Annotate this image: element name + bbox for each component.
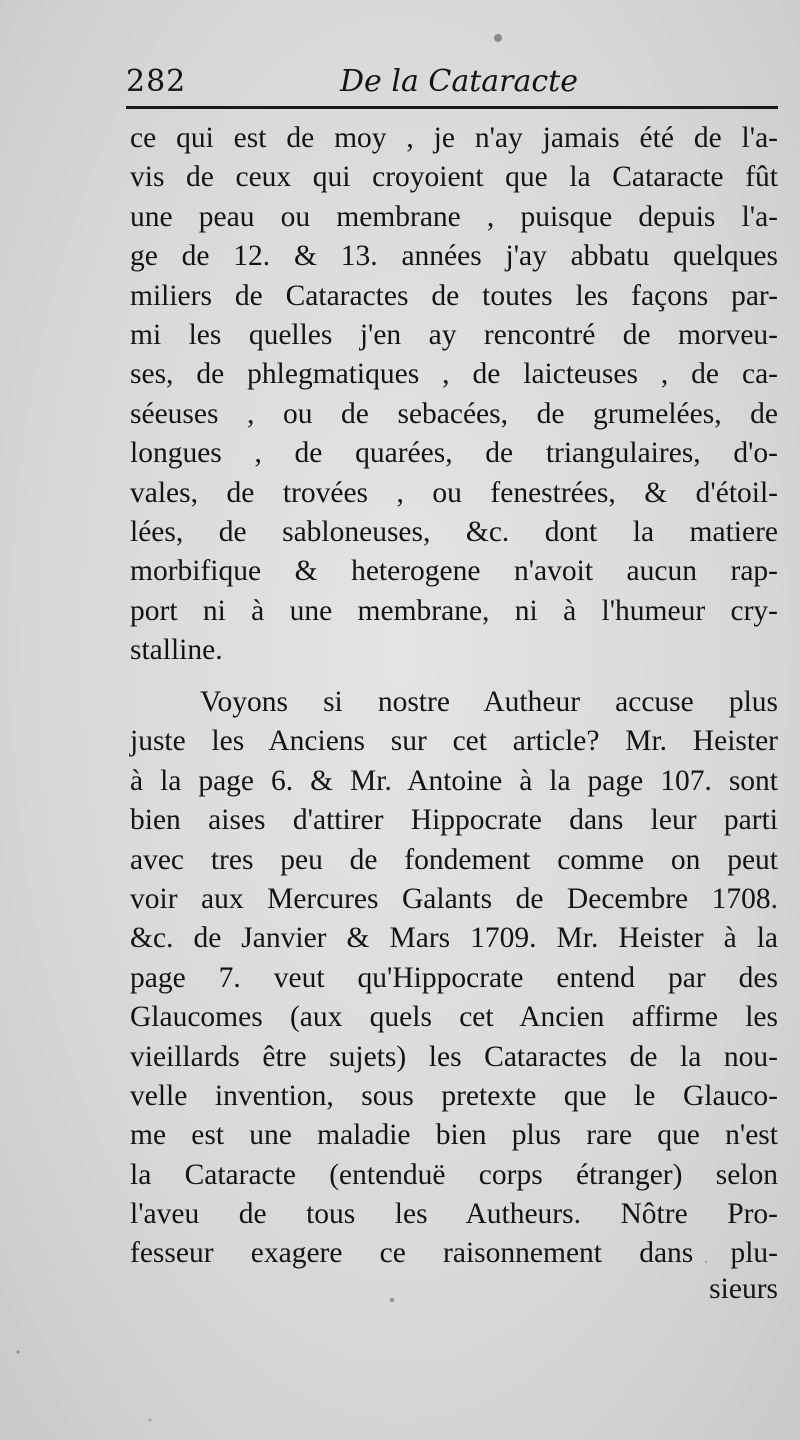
text-line: page 7. veut qu'Hippocrate entend par des (130, 961, 778, 994)
text-line: port ni à une membrane, ni à l'humeur cry- (130, 594, 778, 627)
text-line: ses, de phlegmatiques , de laicteuses , de ca- (130, 358, 778, 391)
text-line: juste les Anciens sur cet article? Mr. Heister (130, 725, 778, 758)
text-line: bien aises d'attirer Hippocrate dans leur parti (130, 804, 778, 837)
page-number: 282 (126, 64, 187, 99)
text-line: vis de ceux qui croyoient que la Cataracte fût (130, 161, 778, 194)
text-line: fesseur exagere ce raisonnement dans plu- (130, 1237, 778, 1270)
text-line: avec tres peu de fondement comme on peut (130, 843, 778, 876)
text-line: la Cataracte (entenduë corps étranger) selon (130, 1158, 778, 1191)
text-line: longues , de quarées, de triangulaires, d'o- (130, 437, 778, 470)
text-line: lées, de sabloneuses, &c. dont la matiere (130, 515, 778, 548)
text-line: voir aux Mercures Galants de Decembre 1708. (130, 882, 778, 915)
paragraph-2 (130, 683, 778, 1274)
text-line: une peau ou membrane , puisque depuis l'a- (130, 200, 778, 233)
text-line: &c. de Janvier & Mars 1709. Mr. Heister à la (130, 922, 778, 955)
running-title: De la Cataracte (340, 64, 578, 99)
catchword: sieurs (709, 1273, 778, 1305)
text-line: mi les quelles j'en ay rencontré de morveu- (130, 318, 778, 351)
text-line: Voyons si nostre Autheur accuse plus (200, 686, 778, 718)
page-header (126, 58, 776, 102)
paragraph-1 (130, 119, 778, 670)
text-line: ce qui est de moy , je n'ay jamais été de l'a- (130, 122, 778, 154)
text-line: morbifique & heterogene n'avoit aucun rap- (130, 555, 778, 588)
text-line: à la page 6. & Mr. Antoine à la page 107. sont (130, 764, 778, 797)
text-line: Glaucomes (aux quels cet Ancien affirme les (130, 1001, 778, 1034)
text-line: me est une maladie bien plus rare que n'est (130, 1119, 778, 1152)
text-line: ge de 12. & 13. années j'ay abbatu quelques (130, 240, 778, 273)
header-rule (126, 106, 778, 109)
text-line: vieillards être sujets) les Cataractes de la nou- (130, 1040, 778, 1073)
text-line: vales, de trovées , ou fenestrées, & d'étoil- (130, 476, 778, 509)
text-line: stalline. (130, 634, 223, 667)
text-line: velle invention, sous pretexte que le Glauco- (130, 1079, 778, 1112)
text-line: miliers de Cataractes de toutes les façons par- (130, 279, 778, 312)
text-line: séeuses , ou de sebacées, de grumelées, de (130, 397, 778, 430)
text-line: l'aveu de tous les Autheurs. Nôtre Pro- (130, 1198, 778, 1231)
